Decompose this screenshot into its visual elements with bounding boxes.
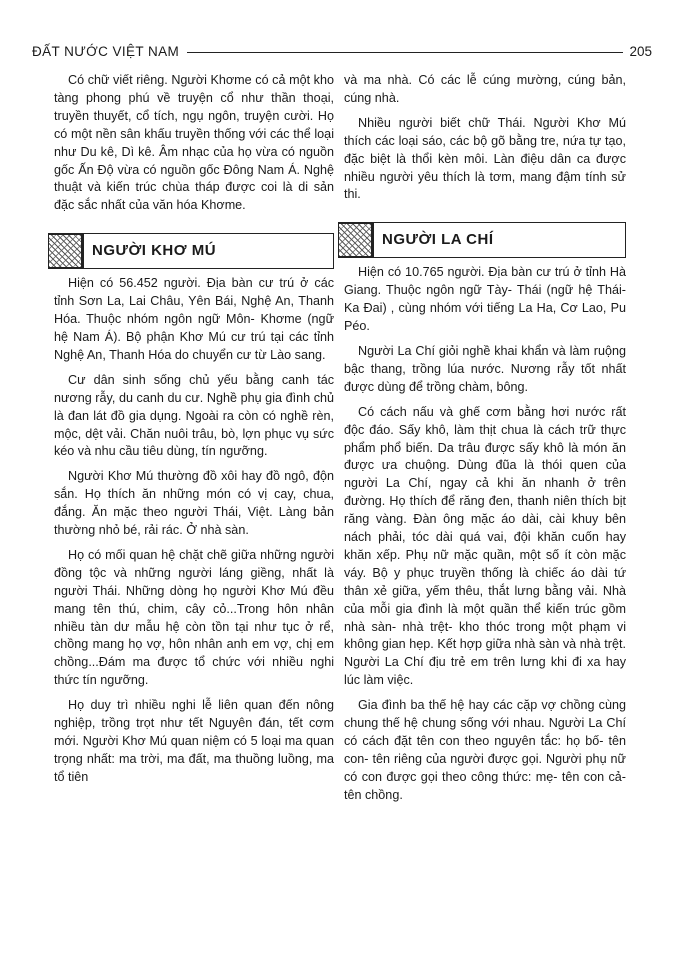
section-header-lachi	[338, 222, 626, 258]
page-number: 205	[629, 43, 652, 59]
paragraph: Hiện có 10.765 người. Địa bàn cư trú ở tỉnh Hà Giang. Thuộc ngôn ngữ Tày- Thái (ngữ hệ Thái-Ka Đai) , cùng nhóm với tiếng La Ha, Cơ Lao, Pu Péo.	[344, 265, 626, 334]
paragraph: Gia đình ba thế hệ hay các cặp vợ chồng cùng chung thế hệ chung sống với nhau. Người La Chí có cách đặt tên con theo nguyên tắc: họ bố- tên con- tên riêng của người được gọi. Người phụ nữ có con được gọi theo công thức: mẹ- tên con cả- tên chồng.	[344, 698, 626, 802]
paragraph: Cư dân sinh sống chủ yếu bằng canh tác nương rẫy, du canh du cư. Nghề phụ gia đình chủ là đan lát đồ gia dụng. Ngoài ra còn có nghề rèn, mộc, dệt vải. Chăn nuôi trâu, bò, lợn phục vụ sức kéo và nhu cầu tiêu dùng, tín ngưỡng.	[54, 372, 334, 459]
running-title: ĐẤT NƯỚC VIỆT NAM	[32, 43, 180, 59]
paragraph: Họ có mối quan hệ chặt chẽ giữa những người đồng tộc và những người láng giềng, nhất là người Thái. Những dòng họ người Khơ Mú đều mang tên thú, chim, cây cỏ...Trong hôn nhân nhiều tàn dư mẫu hệ còn tồn tại như tục ở rể, chồng mang họ vợ, hôn nhân anh em vợ, chị em chồng...Đám ma được tổ chức với nhiều nghi thức tín ngưỡng.	[54, 547, 334, 688]
paragraph: Người Khơ Mú thường đồ xôi hay đồ ngô, độn sắn. Họ thích ăn những món có vị cay, chua, đắng. Ăn mặc theo người Thái, Việt. Làng bản thường nhỏ bé, rải rác. Ở nhà sàn.	[54, 469, 334, 538]
page-header	[32, 42, 652, 60]
paragraph: Hiện có 56.452 người. Địa bàn cư trú ở các tỉnh Sơn La, Lai Châu, Yên Bái, Nghệ An, Thanh Hóa. Thuộc nhóm ngôn ngữ Môn- Khơme (ngữ hệ Nam Á). Bộ phận Khơ Mú cư trú tại các tỉnh Nghệ An, Thanh Hóa do chuyển cư từ Lào sang.	[54, 276, 334, 362]
decorative-square-ornament-icon	[338, 223, 372, 257]
paragraph: Nhiều người biết chữ Thái. Người Khơ Mú thích các loại sáo, các bộ gõ bằng tre, nứa tự tạo, đặc biệt là thổi kèn môi. Làn điệu dân ca được nhiều người yêu thích là tơm, mang đậm tính sử thi.	[344, 115, 626, 202]
paragraph: Có cách nấu và ghế cơm bằng hơi nước rất độc đáo. Sấy khô, làm thịt chua là cách trữ thực phẩm phổ biến. Da trâu được sấy khô là món ăn được ưa chuộng. Dùng đũa là thói quen của người La Chí, ngay cả khi ăn nhanh ở trên đường. Họ thích để răng đen, thanh niên thích bịt răng vàng. Đàn ông mặc áo dài, cài khuy bên nách phải, tóc dài quá vai, đội khăn cuốn hay khăn xếp. Phụ nữ mặc quần, một số ít còn mặc váy. Bộ y phục truyền thống là chiếc áo dài tứ thân xẻ giữa, yếm thêu, thắt lưng bằng vải. Nhà của mỗi gia đình là một quần thể kiến trúc gồm nhà sàn- nhà trệt- kho thóc trong một phạm vi không gian hẹp. Kết hợp giữa nhà sàn và nhà trệt. Người La Chí địu trẻ em trên lưng khi đi xa hay lúc làm việc.	[344, 404, 626, 688]
section-heading: NGƯỜI KHƠ MÚ	[82, 234, 216, 268]
paragraph: Người La Chí giỏi nghề khai khẩn và làm ruộng bậc thang, trồng lúa nước. Nương rẫy tốt nhất được dùng để trồng chàm, bông.	[344, 343, 626, 394]
section-header-khomu	[48, 233, 334, 269]
decorative-square-ornament-icon	[48, 234, 82, 268]
paragraph: Có chữ viết riêng. Người Khơme có cả một kho tàng phong phú về truyện cổ như thần thoại, truyền thuyết, cổ tích, ngụ ngôn, truyện cười. Họ có một nền sân khấu truyền thống với các thể loại như Du kê, Dì kê. Âm nhạc của họ vừa có nguồn gốc Ấn Độ vừa có nguồn gốc Đông Nam Á. Nghệ thuật và kiến trúc chùa tháp được coi là di sản đặc sắc nhất của văn hóa Khơme.	[54, 73, 334, 213]
left-column	[54, 72, 334, 794]
header-rule	[187, 52, 623, 53]
paragraph: Họ duy trì nhiều nghi lễ liên quan đến nông nghiệp, trồng trọt như tết Nguyên đán, tết cơm mới. Người Khơ Mú quan niệm có 5 loại ma quan trọng nhất: ma trời, ma đất, ma thuồng luồng, ma tổ tiên	[54, 698, 334, 784]
paragraph: và ma nhà. Có các lễ cúng mường, cúng bản, cúng nhà.	[344, 73, 626, 105]
section-heading: NGƯỜI LA CHÍ	[372, 223, 494, 257]
right-column	[344, 72, 626, 812]
